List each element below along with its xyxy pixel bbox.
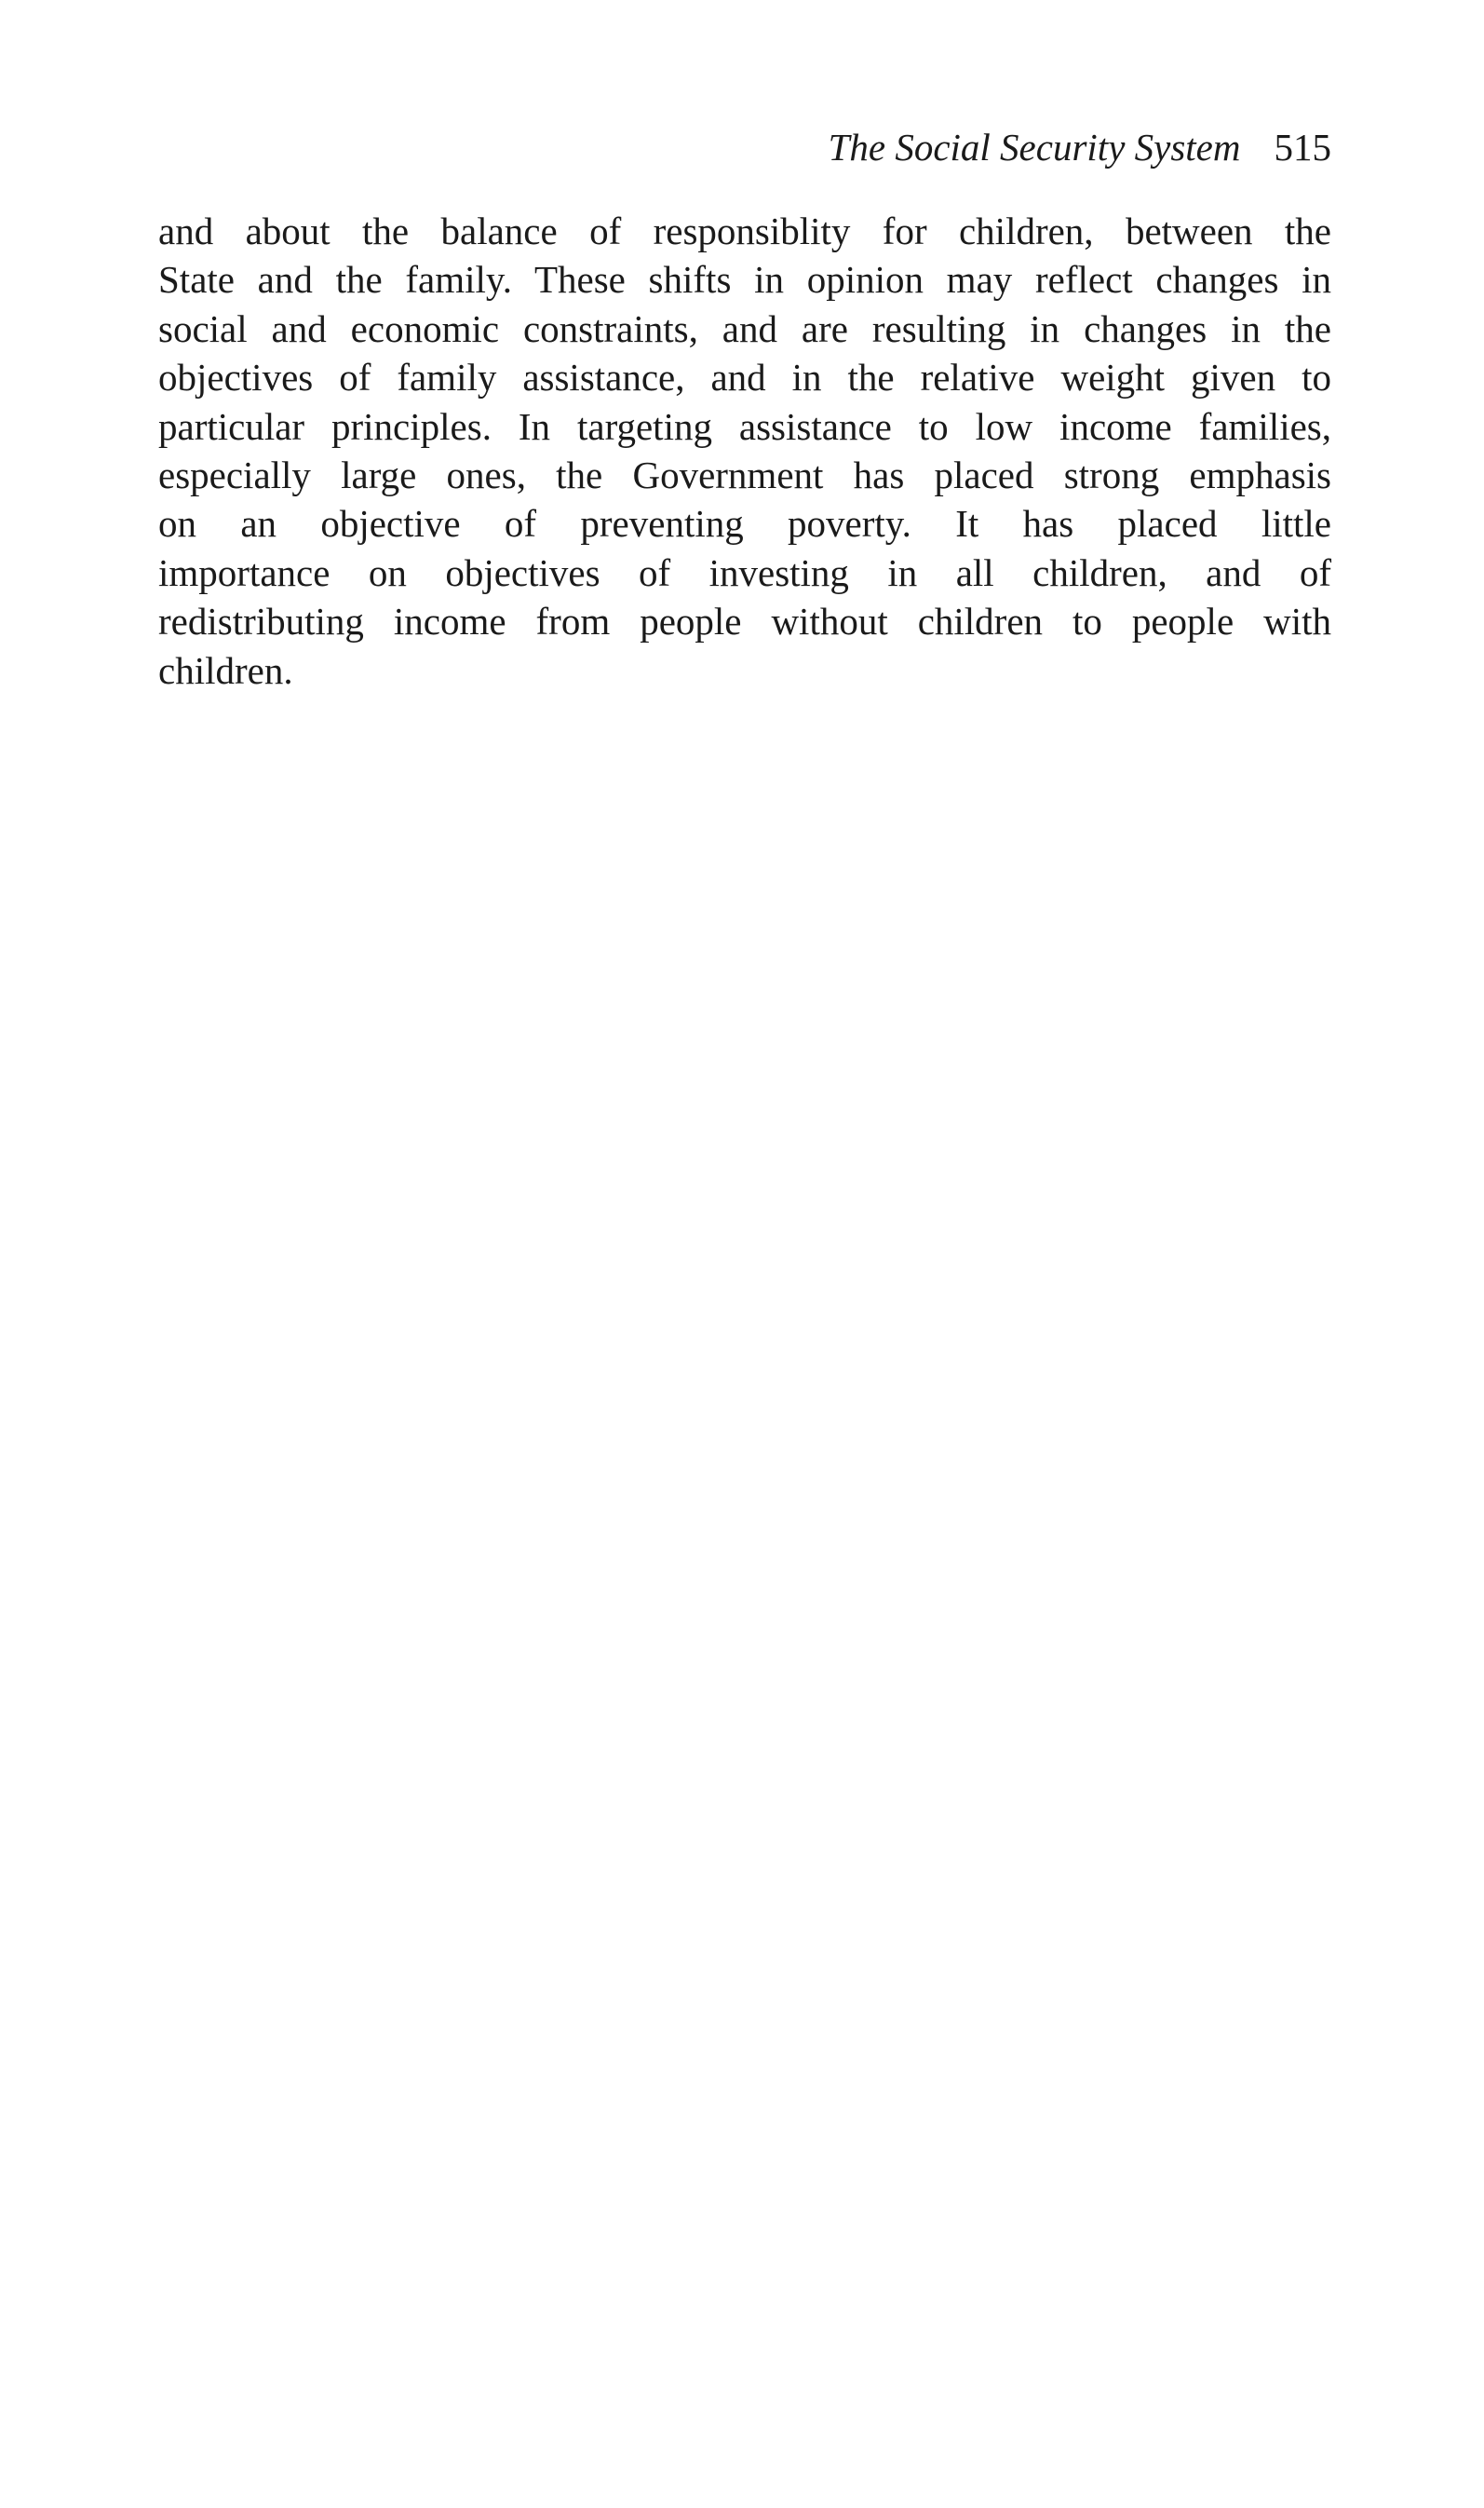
text-line: on an objective of preventing poverty. It has placed little — [158, 502, 1331, 546]
text-line: especially large ones, the Government has placed strong emphasis — [158, 454, 1331, 497]
running-head — [158, 119, 1331, 175]
page-number: 515 — [1274, 126, 1331, 169]
text-line: and about the balance of responsiblity for children, between the — [158, 210, 1331, 252]
body-paragraph — [158, 207, 1331, 695]
text-line: social and economic constraints, and are resulting in changes in the — [158, 306, 1331, 350]
text-line: children. — [158, 648, 293, 692]
text-line: importance on objectives of investing in all children, and of — [158, 550, 1331, 594]
text-line: redistributing income from people without children to people with — [158, 600, 1331, 644]
text-line: particular principles. In targeting assistance to low income families, — [158, 404, 1331, 448]
text-line: objectives of family assistance, and in the relative weight given to — [158, 356, 1331, 400]
text-line: State and the family. These shifts in opinion may reflect changes in — [158, 258, 1331, 302]
running-head-title: The Social Security System — [828, 126, 1241, 169]
